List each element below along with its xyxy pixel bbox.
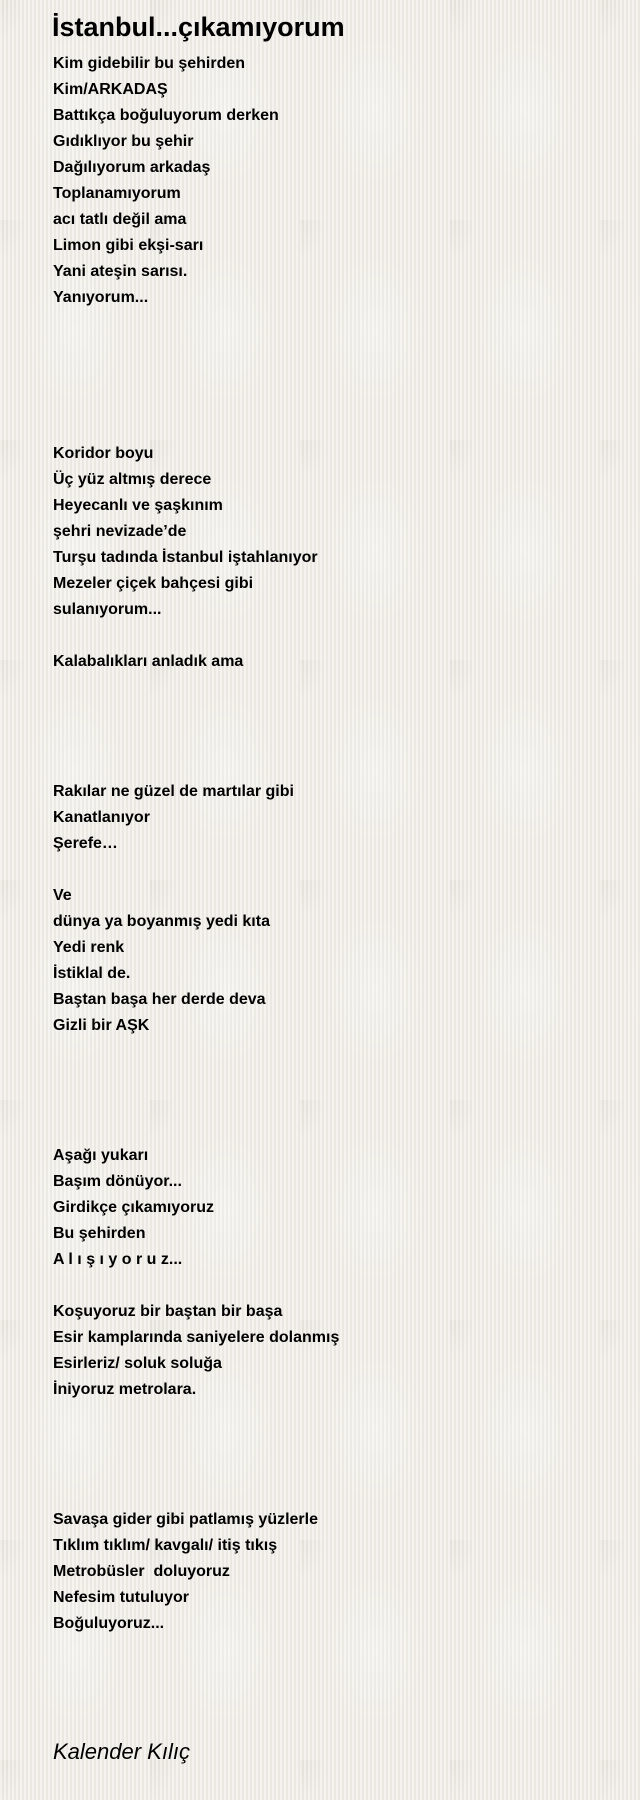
poem-line: dünya ya boyanmış yedi kıta [53,913,270,930]
poem-line: Esir kamplarında saniyelere dolanmış [53,1329,340,1346]
poem-line: Dağılıyorum arkadaş [53,159,211,176]
poem-blank-line [53,701,613,727]
poem-line: Kanatlanıyor [53,809,150,826]
poem-blank-line [53,1403,613,1429]
poem-line: şehri nevizade’de [53,523,187,540]
poem-line: Savaşa gider gibi patlamış yüzlerle [53,1511,318,1528]
poem-line: Üç yüz altmış derece [53,471,212,488]
poem-line: Battıkça boğuluyorum derken [53,107,279,124]
poem-line: sulanıyorum... [53,601,162,618]
poem-line: Şerefe… [53,835,118,852]
poem-line: Ve [53,887,72,904]
poem-blank-line [53,1091,613,1117]
poem-line: Kalabalıkları anladık ama [53,653,244,670]
poem-line: Aşağı yukarı [53,1147,149,1164]
poem-line: Kim gidebilir bu şehirden [53,55,246,72]
poem-line: Baştan başa her derde deva [53,991,266,1008]
poem-body [53,51,613,1637]
poem-blank-line [53,337,613,363]
poem-blank-line [53,753,613,779]
poem-line: Koridor boyu [53,445,154,462]
poem-line: Rakılar ne güzel de martılar gibi [53,783,294,800]
poem-line: Gıdıklıyor bu şehir [53,133,194,150]
poem-line: Toplanamıyorum [53,185,181,202]
poem-line: acı tatlı değil ama [53,211,187,228]
poem-line: Turşu tadında İstanbul iştahlanıyor [53,549,318,566]
poem-blank-line [53,1455,613,1481]
poem-blank-line [53,623,613,649]
poem-line: Limon gibi ekşi-sarı [53,237,204,254]
poem-blank-line [53,311,613,337]
poem-blank-line [53,415,613,441]
poem-blank-line [53,1273,613,1299]
poem-blank-line [53,857,613,883]
poem-line: İniyoruz metrolara. [53,1381,197,1398]
poem-line: Girdikçe çıkamıyoruz [53,1199,214,1216]
poem-line: A l ı ş ı y o r u z... [53,1251,183,1268]
poem-line: İstiklal de. [53,965,131,982]
poem-line: Koşuyoruz bir baştan bir başa [53,1303,283,1320]
poem-line: Mezeler çiçek bahçesi gibi [53,575,254,592]
poem-blank-line [53,675,613,701]
poem-blank-line [53,1065,613,1091]
poem-line: Esirleriz/ soluk soluğa [53,1355,222,1372]
poem-line: Tıklım tıklım/ kavgalı/ itiş tıkış [53,1537,278,1554]
poem-line: Başım dönüyor... [53,1173,182,1190]
poem-blank-line [53,1429,613,1455]
poem-line: Bu şehirden [53,1225,146,1242]
poem-line: Nefesim tutuluyor [53,1589,190,1606]
poem-blank-line [53,363,613,389]
poem-line: Yanıyorum... [53,289,149,306]
poem-line: Boğuluyoruz... [53,1615,165,1632]
poem-line: Heyecanlı ve şaşkınım [53,497,223,514]
poem-title: İstanbul...çıkamıyorum [52,12,345,42]
poem-line: Kim/ARKADAŞ [53,81,168,98]
poem-blank-line [53,1039,613,1065]
poem-line: Yani ateşin sarısı. [53,263,188,280]
poem-blank-line [53,1481,613,1507]
poem-author: Kalender Kılıç [53,1739,190,1764]
poem-blank-line [53,1117,613,1143]
poem-blank-line [53,727,613,753]
poem-line: Gizli bir AŞK [53,1017,150,1034]
poem-line: Metrobüsler doluyoruz [53,1563,230,1580]
poem-line: Yedi renk [53,939,125,956]
poem-blank-line [53,389,613,415]
